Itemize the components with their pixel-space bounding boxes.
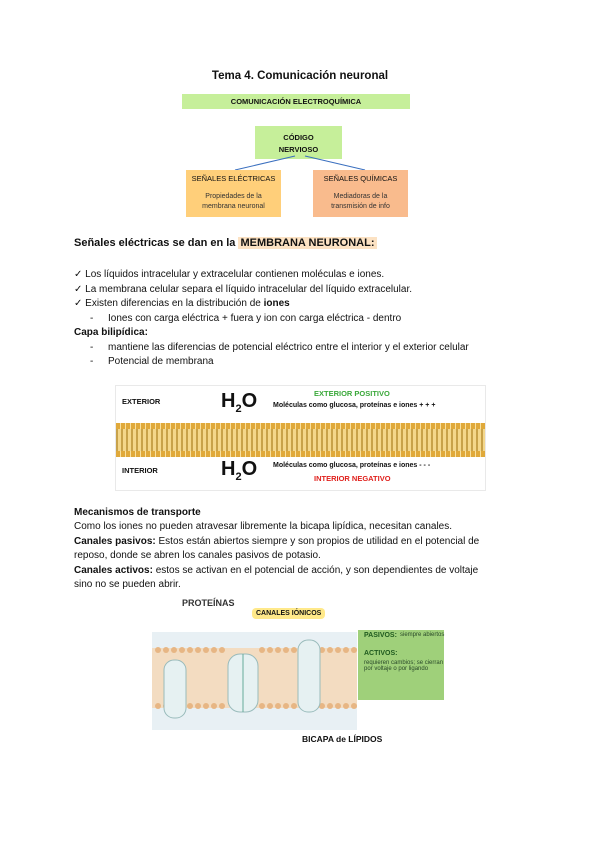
h-top: H	[221, 390, 236, 412]
left-sub1: Propiedades de la	[205, 193, 262, 200]
h2o-top	[221, 390, 257, 415]
o-bot: O	[241, 458, 258, 480]
protein-membrane-drawing	[152, 620, 446, 740]
active-label: Canales activos:	[74, 565, 153, 576]
check-line-2: ✓ La membrana celular separa el líquido intracelular del líquido extracelular.	[74, 284, 413, 295]
h-bot: H	[221, 458, 236, 480]
right-sub2: transmisión de info	[331, 203, 390, 210]
interior-negative: INTERIOR NEGATIVO	[314, 474, 391, 483]
h2o-sub-top: 2	[235, 403, 242, 415]
heading-highlight: MEMBRANA NEURONAL:	[240, 237, 375, 249]
exterior-label: EXTERIOR	[122, 397, 161, 406]
h2o-bottom	[221, 458, 257, 483]
active-text1: estos se activan en el potencial de acción, y son dependientes de voltaje	[152, 565, 479, 576]
signal-chemical-box	[313, 170, 408, 217]
interior-molecules: Moléculas como glucosa, proteínas e iones - - -	[273, 462, 431, 469]
exterior-positive: EXTERIOR POSITIVO	[314, 389, 390, 398]
bullet-1: Iones con carga eléctrica + fuera y ion con carga eléctrica - dentro	[108, 313, 402, 324]
transport-line1: Como los iones no pueden atravesar libremente la bicapa lipídica, necesitan canales.	[74, 521, 453, 532]
passive-line2: reposo, donde se abren los canales pasivos de potasio.	[74, 550, 321, 561]
activos-text: requieren cambios; se cierran por voltaje o por ligando	[364, 660, 444, 672]
lipid-heads-top	[116, 423, 485, 429]
section1-heading	[74, 237, 377, 250]
center-line1: CÓDIGO	[283, 133, 314, 142]
left-title: SEÑALES ELÉCTRICAS	[191, 174, 276, 183]
active-line1	[74, 564, 478, 577]
membrane-illustration	[115, 385, 486, 491]
check3-prefix: ✓ Existen diferencias en la distribución de	[74, 298, 264, 309]
pasivos-text: siempre abiertos	[400, 632, 445, 638]
passive-label: Canales pasivos:	[74, 536, 156, 547]
diagram-banner: COMUNICACIÓN ELECTROQUÍMICA	[182, 94, 410, 109]
lipid-bilayer	[116, 423, 485, 457]
dash-1: -	[90, 313, 94, 324]
pasivos-label: PASIVOS:	[364, 632, 397, 639]
dash-2: -	[90, 342, 94, 353]
transport-heading: Mecanismos de transporte	[74, 507, 201, 518]
check-line-3	[74, 297, 290, 310]
check3-bold: iones	[263, 298, 290, 309]
capa-heading: Capa bilipídica:	[74, 327, 148, 338]
lipid-heads-bottom	[116, 451, 485, 457]
bullet-3: Potencial de membrana	[108, 356, 214, 367]
interior-label: INTERIOR	[122, 466, 158, 475]
bilayer-label: BICAPA de LÍPIDOS	[302, 734, 383, 744]
center-line2: NERVIOSO	[278, 145, 319, 154]
proteins-title: PROTEÍNAS	[182, 598, 235, 608]
active-line2: sino no se pueden abrir.	[74, 579, 181, 590]
activos-label: ACTIVOS:	[364, 650, 398, 657]
passive-text1: Estos están abiertos siempre y son propios de utilidad en el potencial de	[155, 536, 480, 547]
check-line-1: ✓ Los líquidos intracelular y extracelular contienen moléculas e iones.	[74, 269, 385, 280]
heading-prefix: Señales eléctricas se dan en la	[74, 237, 239, 249]
ion-channels-label: CANALES IÓNICOS	[252, 608, 325, 619]
exterior-molecules: Moléculas como glucosa, proteínas e iones + + +	[273, 402, 436, 409]
right-sub1: Mediadoras de la	[333, 193, 388, 200]
signal-electric-box	[186, 170, 281, 217]
dash-3: -	[90, 356, 94, 367]
h2o-sub-bot: 2	[235, 471, 242, 483]
proteins-illustration	[152, 598, 446, 746]
left-sub2: membrana neuronal	[202, 203, 265, 210]
o-top: O	[241, 390, 258, 412]
passive-line1	[74, 535, 479, 548]
right-title: SEÑALES QUÍMICAS	[323, 174, 398, 183]
page-title: Tema 4. Comunicación neuronal	[211, 70, 389, 82]
bullet-2: mantiene las diferencias de potencial eléctrico entre el interior y el exterior celular	[108, 342, 469, 353]
